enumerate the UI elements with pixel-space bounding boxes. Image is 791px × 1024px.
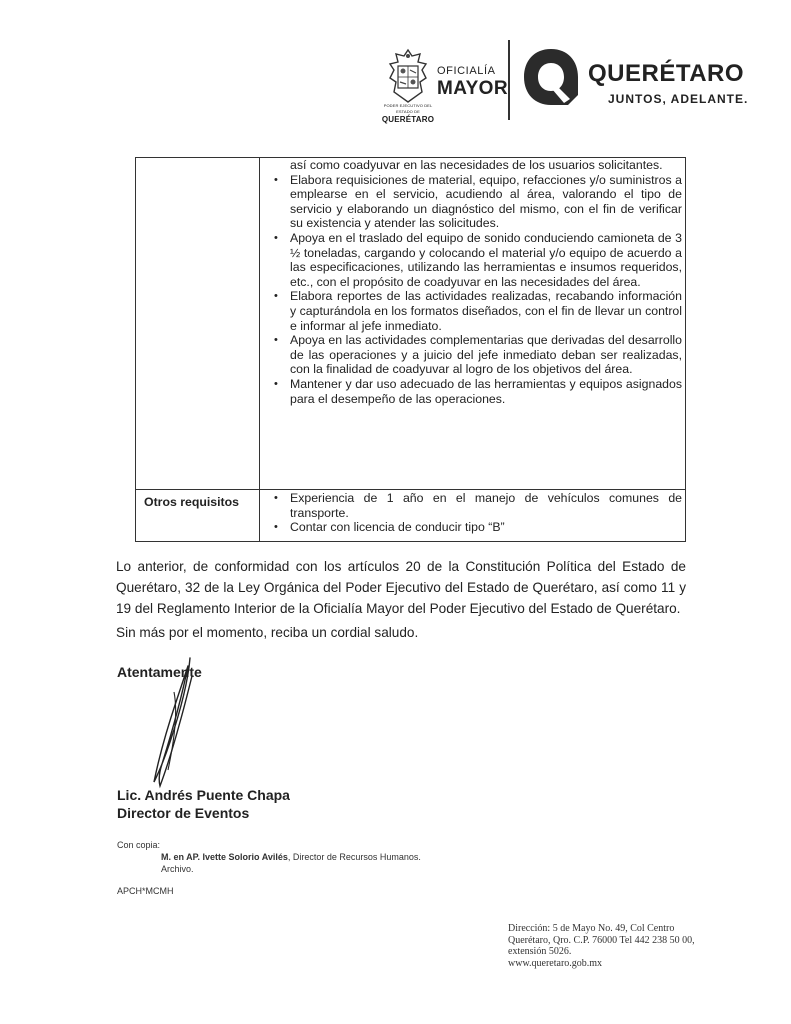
- bullet-icon: •: [274, 334, 278, 347]
- department-name-line2: MAYOR: [437, 78, 508, 99]
- bullet-icon: •: [274, 290, 278, 303]
- cc-recipient-role: , Director de Recursos Humanos.: [287, 852, 421, 862]
- legal-basis-paragraph: Lo anterior, de conformidad con los artículos 20 de la Constitución Política del Estado de Querétaro, 32 de la Ley Orgánica del Poder Ejecutivo del Estado de Querétaro, así como 11 y 19 del Reglamento Interior de la Oficialía Mayor del Poder Ejecutivo del Estado de Querétaro.: [116, 559, 686, 616]
- other-requirements-cell: [264, 491, 682, 535]
- office-address: [508, 923, 723, 969]
- list-item: [264, 289, 682, 333]
- bullet-icon: •: [274, 377, 278, 390]
- list-item: [264, 231, 682, 289]
- bullet-icon: •: [274, 173, 278, 186]
- list-item-text: Mantener y dar uso adecuado de las herramientas y equipos asignados para el desempeño de las operaciones.: [290, 376, 682, 406]
- bullet-icon: •: [274, 521, 278, 534]
- queretaro-q-logo: [520, 45, 582, 110]
- requirements-table: [135, 157, 686, 542]
- list-item: [264, 333, 682, 377]
- state-crest-logo: [386, 48, 430, 104]
- list-item-text: así como coadyuvar en las necesidades de los usuarios solicitantes.: [290, 158, 663, 172]
- cc-archive: Archivo.: [161, 864, 194, 874]
- table-column-divider: [259, 158, 260, 541]
- cc-label: Con copia:: [117, 840, 161, 850]
- website-link[interactable]: www.queretaro.gob.mx: [508, 957, 603, 969]
- list-item-text: Apoya en las actividades complementarias que derivadas del desarrollo de las operaciones y a juicio del jefe inmediato deban ser realizadas, con la finalidad de coadyuvar al logro de los objetivos del área.: [290, 333, 682, 377]
- table-row-divider: [136, 489, 685, 490]
- address-line: Dirección: 5 de Mayo No. 49, Col Centro: [508, 923, 675, 934]
- signer-title: Director de Eventos: [117, 805, 250, 821]
- list-item: [264, 520, 682, 535]
- list-item: [264, 158, 682, 173]
- address-line: Querétaro, Qro. C.P. 76000 Tel 442 238 50 00,: [508, 934, 695, 946]
- list-item-text: Apoya en el traslado del equipo de sonido conduciendo camioneta de 3 ½ toneladas, cargando y colocando el material y/o equipo de acuerdo a las especificaciones, utilizando las herramientas e insumos requeridos, etc., con el propósito de coadyuvar en las necesidades del área.: [290, 230, 682, 289]
- crest-caption-small: PODER EJECUTIVO DEL ESTADO DE: [383, 103, 433, 114]
- brand-title: QUERÉTARO: [588, 60, 745, 87]
- reference-initials: APCH*MCMH: [117, 886, 174, 896]
- handwritten-signature: [118, 652, 228, 797]
- list-item-text: Experiencia de 1 año en el manejo de vehículos comunes de transporte.: [290, 491, 682, 520]
- list-item-text: Elabora reportes de las actividades realizadas, recabando información y capturándola en los formatos diseñados, con el fin de llevar un control e informar al jefe inmediato.: [290, 289, 682, 333]
- list-item: [264, 173, 682, 231]
- crest-caption-state: QUERÉTARO: [381, 115, 435, 124]
- cc-recipient-name: M. en AP. Ivette Solorio Avilés: [161, 852, 288, 862]
- crest-caption: [377, 103, 439, 123]
- header-divider: [508, 40, 510, 120]
- list-item: [264, 377, 682, 406]
- list-item-text: Elabora requisiciones de material, equipo, refacciones y/o suministros a emplearse en el servicio, acudiendo al área, valorando el tipo de servicio y elaborando un diagnóstico del mismo, con el fin de verificar su existencia y atender las solicitudes.: [290, 172, 682, 231]
- list-item-text: Contar con licencia de conducir tipo “B”: [290, 520, 505, 535]
- bullet-icon: •: [274, 231, 278, 244]
- signer-name: Lic. Andrés Puente Chapa: [117, 787, 290, 803]
- cc-recipient: [161, 852, 421, 862]
- department-name-line1: OFICIALÍA: [437, 65, 496, 77]
- other-requirements-label: Otros requisitos: [144, 495, 239, 509]
- closing-text: Atentamente: [117, 664, 202, 680]
- greeting-paragraph: Sin más por el momento, reciba un cordial saludo.: [116, 625, 419, 640]
- list-item: [264, 491, 682, 520]
- address-line: extensión 5026.: [508, 946, 572, 957]
- brand-slogan: JUNTOS, ADELANTE.: [608, 92, 749, 106]
- bullet-icon: •: [274, 492, 278, 504]
- functions-cell: [264, 158, 682, 406]
